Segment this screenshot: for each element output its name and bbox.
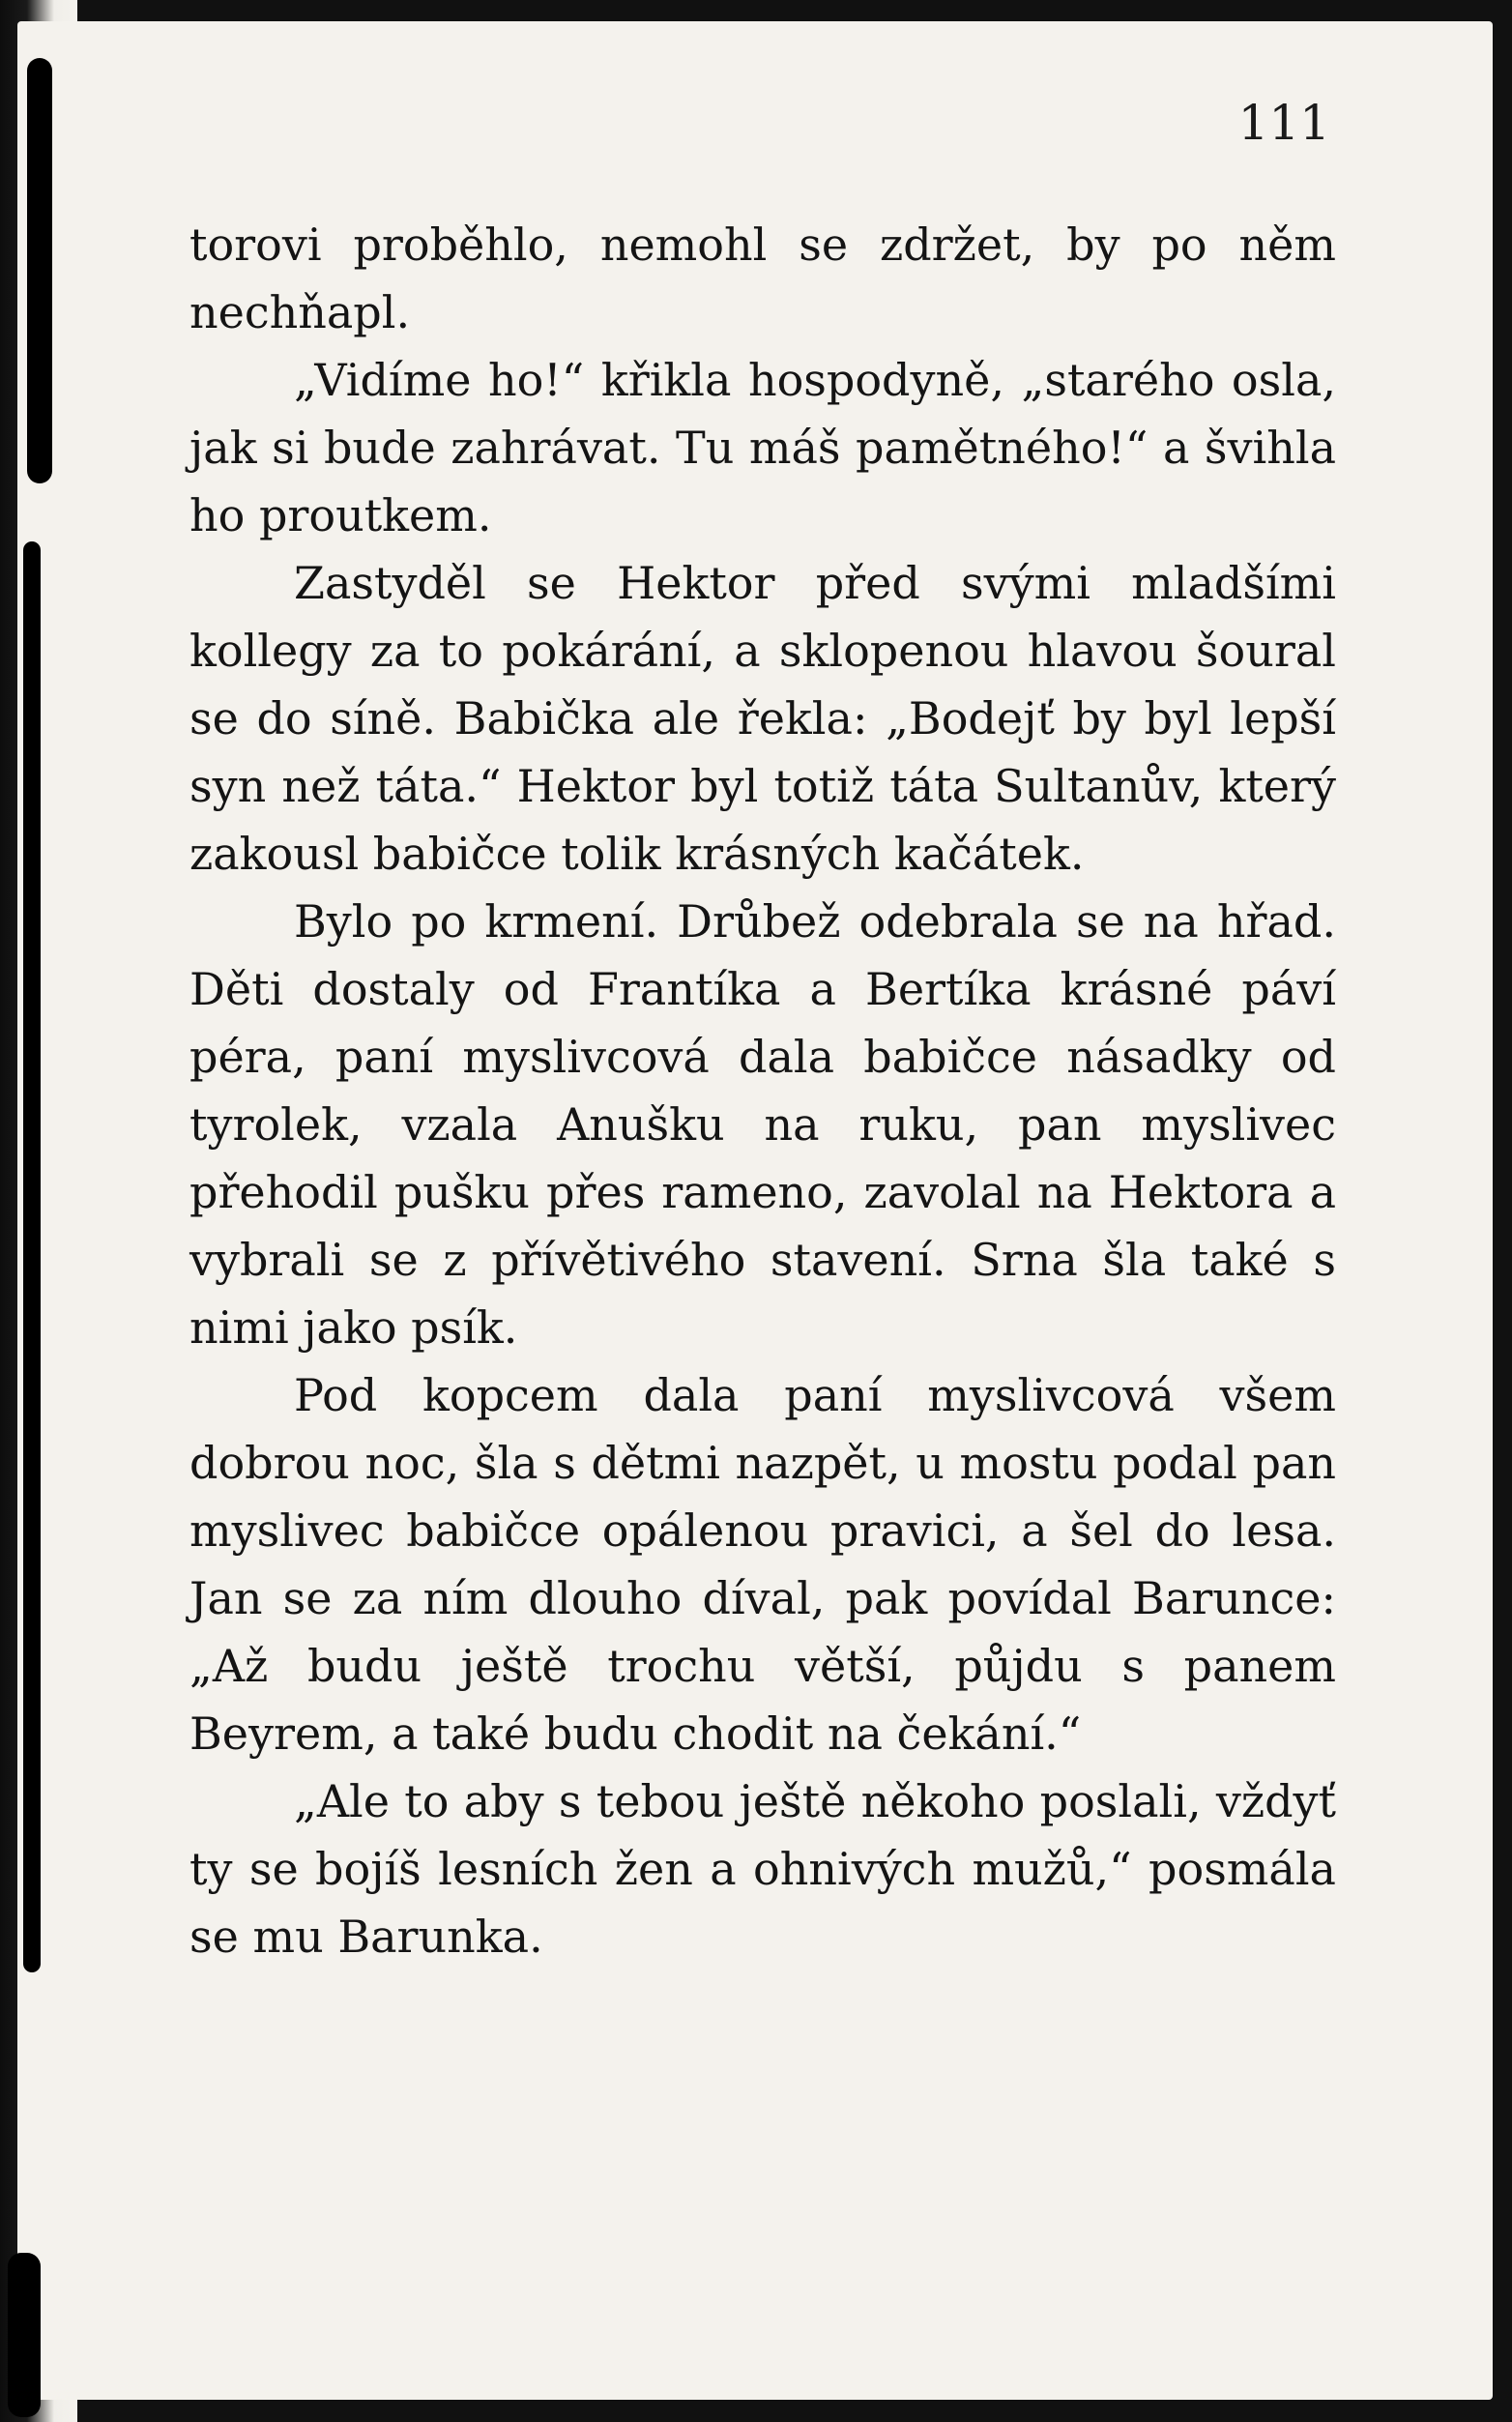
binding-shadow-top: [27, 58, 52, 483]
binding-shadow-middle: [23, 541, 41, 1972]
paragraph: torovi proběhlo, nemohl se zdržet, by po něm nechňapl.: [189, 219, 1336, 338]
page-number: 111: [1237, 95, 1330, 151]
binding-shadow-bottom: [8, 2253, 41, 2417]
paragraph: Bylo po krmení. Drůbež odebrala se na hřad. Děti dostaly od Frantíka a Bertíka krásné páví péra, paní myslivcová dala babičce násadky od tyrolek, vzala Anušku na ruku, pan myslivec přehodil pušku přes rameno, zavolal na Hektora a vybrali se z přívětivého stavení. Srna šla také s nimi jako psík.: [189, 895, 1336, 1354]
paragraph: „Ale to aby s tebou ještě někoho poslali, vždyť ty se bojíš lesních žen a ohnivých mužů,“ posmála se mu Barunka.: [189, 1775, 1336, 1963]
paragraph: Pod kopcem dala paní myslivcová všem dobrou noc, šla s dětmi nazpět, u mostu podal pan myslivec babičce opálenou pravici, a šel do lesa. Jan se za ním dlouho díval, pak povídal Barunce: „Až budu ještě trochu větší, půjdu s panem Beyrem, a také budu chodit na čekání.“: [189, 1369, 1336, 1760]
body-text: [189, 211, 1336, 1970]
paragraph: Zastyděl se Hektor před svými mladšími kollegy za to pokárání, a sklopenou hlavou šoural se do síně. Babička ale řekla: „Bodejť by byl lepší syn než táta.“ Hektor byl totiž táta Sultanův, který zakousl babičce tolik krásných kačátek.: [189, 557, 1336, 880]
paragraph: „Vidíme ho!“ křikla hospodyně, „starého osla, jak si bude zahrávat. Tu máš pamětného!“ a švihla ho proutkem.: [189, 354, 1336, 541]
